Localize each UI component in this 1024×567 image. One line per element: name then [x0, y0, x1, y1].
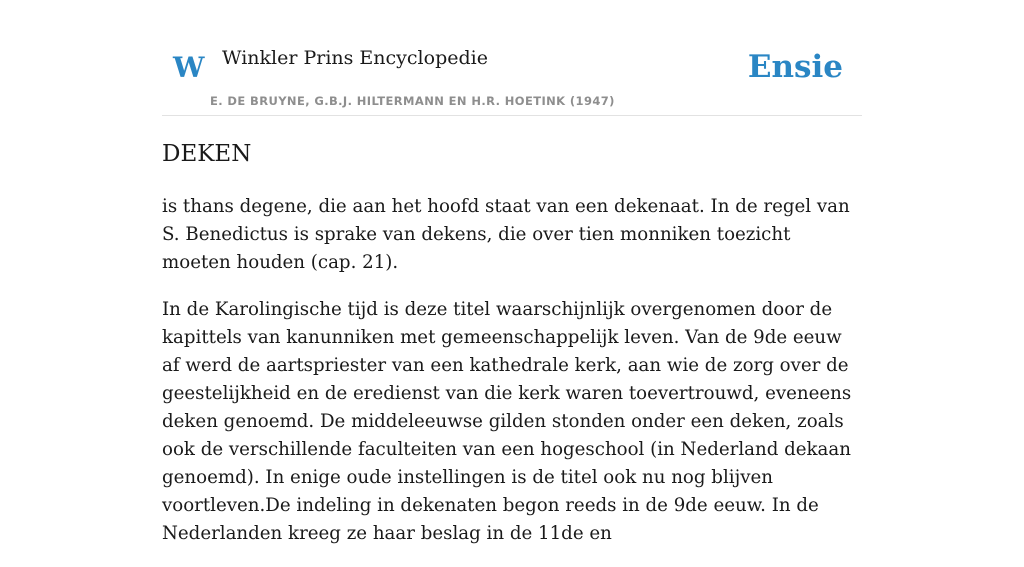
source-title[interactable]: Winkler Prins Encyclopedie — [222, 47, 488, 69]
ensie-brand-logo[interactable]: Ensie — [747, 49, 843, 85]
entry-content — [162, 193, 862, 567]
source-logo-icon[interactable]: W — [173, 51, 205, 84]
source-authors: E. DE BRUYNE, G.B.J. HILTERMANN EN H.R. HOETINK (1947) — [210, 94, 615, 108]
source-header — [162, 40, 862, 116]
entry-paragraph-2: In de Karolingische tijd is deze titel waarschijnlijk overgenomen door de kapittels van kanunniken met gemeenschappelijk leven. Van de 9de eeuw af werd de aartspriester van een kathedrale kerk, aan wie de zorg over de geestelijkheid en de eredienst van die kerk waren toevertrouwd, eveneens deken genoemd. De middeleeuwse gilden stonden onder een deken, zoals ook de verschillende faculteiten van een hogeschool (in Nederland dekaan genoemd). In enige oude instellingen is de titel ook nu nog blijven voortleven.De indeling in dekenaten begon reeds in de 9de eeuw. In de Nederlanden kreeg ze haar beslag in de 11de en — [162, 299, 852, 544]
entry-paragraph-1: is thans degene, die aan het hoofd staat van een dekenaat. In de regel van S. Benedictus is sprake van dekens, die over tien monniken toezicht moeten houden (cap. 21). — [162, 196, 850, 273]
entry-title: DEKEN — [162, 141, 252, 167]
